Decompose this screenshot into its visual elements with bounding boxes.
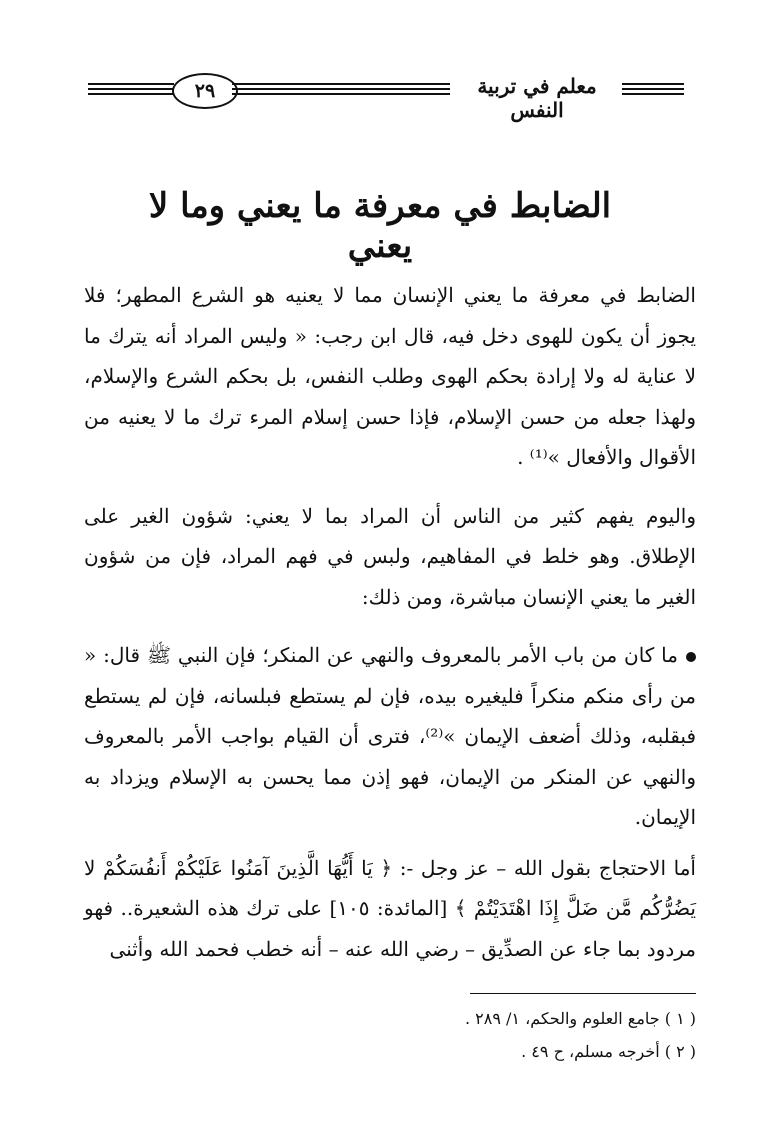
body-text	[84, 275, 696, 969]
header-rule-middle	[232, 83, 450, 97]
bullet-icon	[686, 652, 696, 662]
paragraph: واليوم يفهم كثير من الناس أن المراد بما لا يعني: شؤون الغير على الإطلاق. وهو خلط في المفاهيم، ولبس في فهم المراد، فإن من شؤون الغير ما يعني الإنسان مباشرة، ومن ذلك:	[84, 503, 696, 609]
page-number: ٢٩	[172, 73, 238, 109]
footnote: ( ٢ ) أخرجه مسلم، ح ٤٩ .	[521, 1042, 696, 1061]
header-rule-right	[622, 83, 684, 97]
running-title: معلم في تربية النفس	[477, 74, 597, 122]
footnotes	[360, 1002, 696, 1068]
footnote-separator	[470, 993, 696, 994]
paragraph-text: ما كان من باب الأمر بالمعروف والنهي عن المنكر؛ فإن النبي ﷺ قال: « من رأى منكم منكراً فليغيره بيده، فإن لم يستطع فبلسانه، فإن لم يستطع فبقلبه، وذلك أضعف الإيمان »⁽²⁾، فترى أن القيام بواجب الأمر بالمعروف والنهي عن المنكر من الإيمان، فهو إذن مما يحسن به الإسلام ويزداد به الإيمان.	[84, 643, 696, 829]
footnote: ( ١ ) جامع العلوم والحكم، ١/ ٢٨٩ .	[464, 1009, 696, 1028]
header-rule-left	[88, 83, 174, 97]
paragraph: أما الاحتجاج بقول الله – عز وجل -: ﴿ يَا أَيُّهَا الَّذِينَ آمَنُوا عَلَيْكُمْ أَنفُسَكُمْ لا يَضُرُّكُم مَّن ضَلَّ إِذَا اهْتَدَيْتُمْ ﴾ [المائدة: ١٠٥] على ترك هذه الشعيرة.. فهو مردود بما جاء عن الصدِّيق – رضي الله عنه – أنه خطب فحمد الله وأثنى	[84, 855, 696, 961]
bullet-paragraph	[84, 635, 696, 838]
chapter-title: الضابط في معرفة ما يعني وما لا يعني	[148, 186, 612, 266]
paragraph: الضابط في معرفة ما يعني الإنسان مما لا يعنيه هو الشرع المطهر؛ فلا يجوز أن يكون للهوى دخل فيه، قال ابن رجب: « وليس المراد أنه يترك ما لا عناية له ولا إرادة بحكم الهوى وطلب النفس، بل بحكم الشرع والإسلام، ولهذا جعله من حسن الإسلام، فإذا حسن إسلام المرء ترك ما لا يعنيه من الأقوال والأفعال »⁽¹⁾ .	[84, 283, 696, 469]
